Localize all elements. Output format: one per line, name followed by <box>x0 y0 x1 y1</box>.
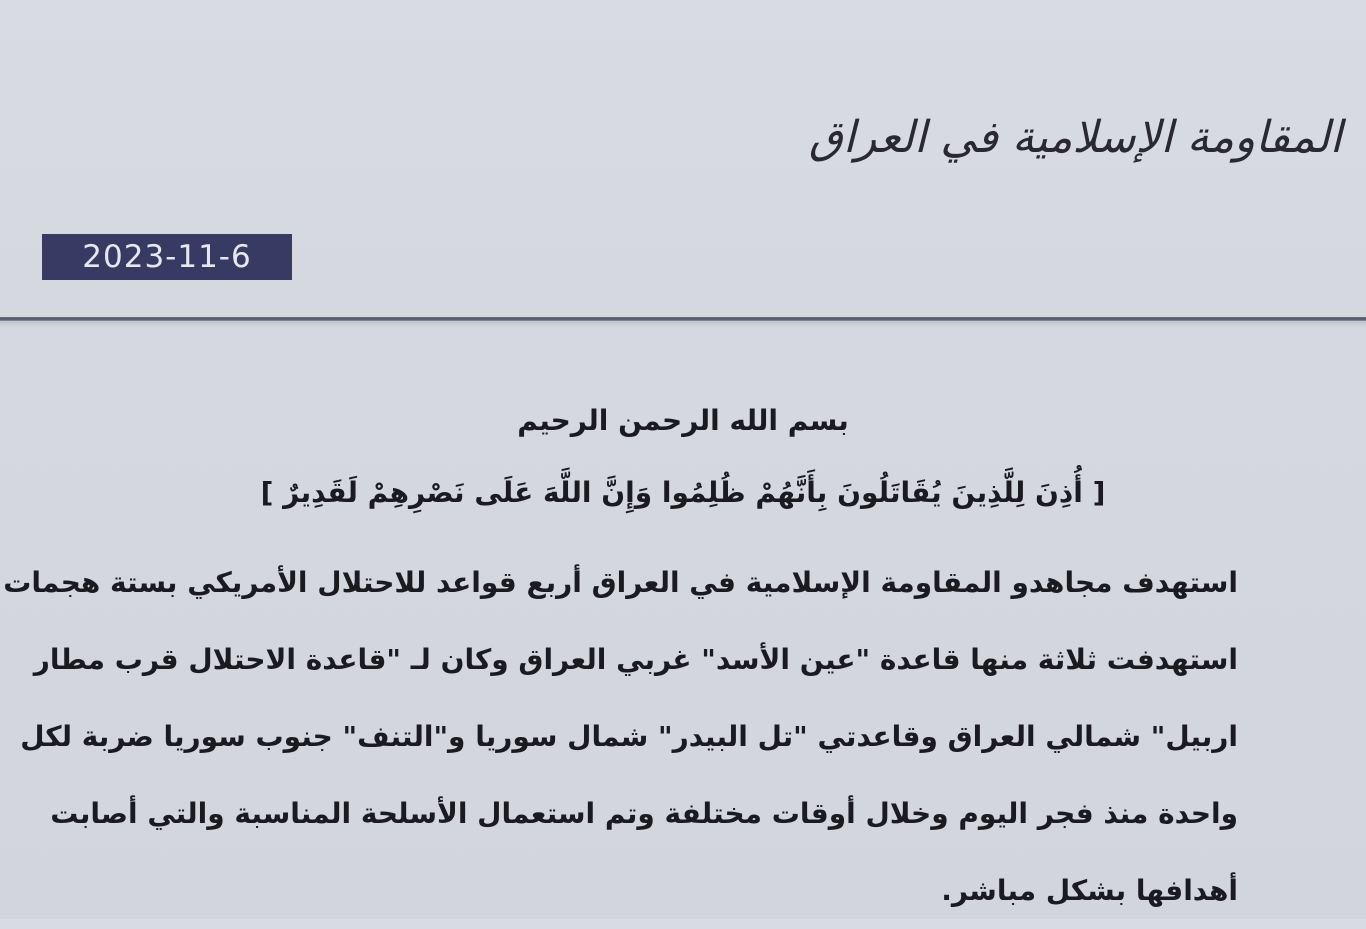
header-divider-shadow <box>0 321 1366 327</box>
statement-line-3: اربيل" شمالي العراق وقاعدتي "تل البيدر" شمال سوريا و"التنف" جنوب سوريا ضربة لكل <box>20 720 1238 753</box>
logo-title: المقاومة الإسلامية في العراق <box>808 112 1342 163</box>
basmala: بسم الله الرحمن الرحيم <box>517 404 849 437</box>
statement-line-4: واحدة منذ فجر اليوم وخلال أوقات مختلفة وتم استعمال الأسلحة المناسبة والتي أصابت <box>50 797 1238 830</box>
statement-line-5: أهدافها بشكل مباشر. <box>941 874 1238 907</box>
statement-body <box>3 544 1238 929</box>
date-badge: 2023-11-6 <box>42 234 292 280</box>
quran-verse: [ أُذِنَ لِلَّذِينَ يُقَاتَلُونَ بِأَنَّهُمْ ظُلِمُوا وَإِنَّ اللَّهَ عَلَى نَصْرِهِمْ لَقَدِيرٌ ] <box>260 476 1106 509</box>
statement-line-2: استهدفت ثلاثة منها قاعدة "عين الأسد" غربي العراق وكان لـ "قاعدة الاحتلال قرب مطار <box>33 643 1238 676</box>
statement-line-1: استهدف مجاهدو المقاومة الإسلامية في العراق أربع قواعد للاحتلال الأمريكي بستة هجمات <box>3 566 1238 599</box>
